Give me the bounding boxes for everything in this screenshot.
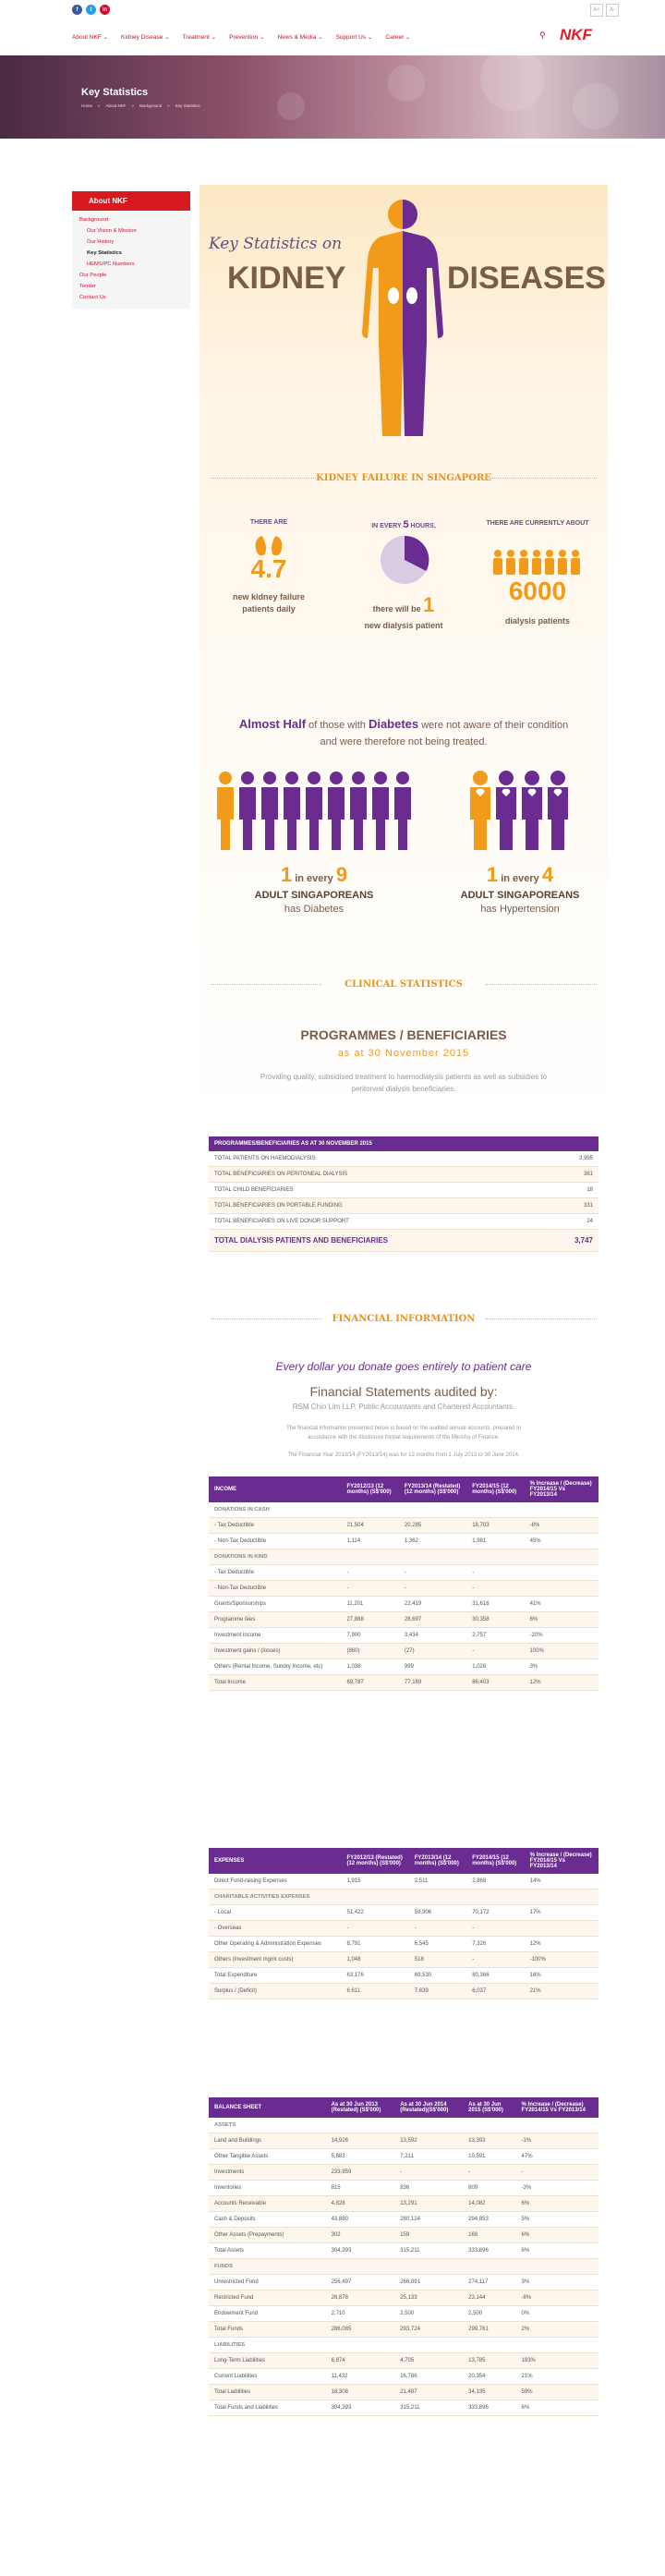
table-row: Total Income 69,787 77,169 86,403 12% bbox=[209, 1675, 598, 1691]
table-row: Surplus / (Deficit) 6,611 7,639 6,037 21% bbox=[209, 1984, 598, 1999]
body-right-half bbox=[403, 200, 443, 436]
table-row: Investment gains / (losses) (860) (27) - 100% bbox=[209, 1644, 598, 1659]
hypertension-people-figure bbox=[467, 769, 569, 852]
nav-about[interactable]: About NKF ⌄ bbox=[72, 34, 109, 41]
table-row: - Tax Deductible - - - bbox=[209, 1565, 598, 1581]
nav-prevention[interactable]: Prevention ⌄ bbox=[229, 34, 265, 41]
income-header-row: INCOME FY2012/13 (12 months) (S$'000) FY2013/14 (Restated) (12 months) (S$'000) FY2014/15 (12 months) (S$'000) % Increase / (Decrease) FY2014/15 Vs FY2013/14 bbox=[209, 1476, 598, 1502]
bokeh-decoration bbox=[277, 92, 305, 120]
table-total-row: TOTAL DIALYSIS PATIENTS AND BENEFICIARIES 3,747 bbox=[209, 1230, 598, 1252]
sidebar-item-history[interactable]: Our History bbox=[87, 239, 115, 245]
table-row: CHARITABLE ACTIVITIES EXPENSES bbox=[209, 1889, 598, 1905]
sidebar-item-our-people[interactable]: Our People bbox=[79, 273, 107, 278]
table-row: DONATIONS IN KIND bbox=[209, 1549, 598, 1565]
page-title: Key Statistics bbox=[81, 87, 149, 98]
bokeh-decoration bbox=[388, 65, 425, 102]
breadcrumb-about[interactable]: About NKF bbox=[105, 103, 127, 108]
font-increase-button[interactable]: A+ bbox=[590, 4, 603, 17]
kidney-icon bbox=[406, 287, 417, 304]
table-row: Restricted Fund 26,878 25,133 23,144 -8% bbox=[209, 2290, 598, 2306]
clock-pie-icon bbox=[379, 534, 430, 586]
site-header bbox=[0, 0, 665, 55]
stat2-caption: IN EVERY 5 HOURS, bbox=[371, 519, 436, 530]
table-row: Unrestricted Fund 256,497 266,091 274,117 3% bbox=[209, 2275, 598, 2290]
table-row: LIABILITIES bbox=[209, 2338, 598, 2353]
table-row: Inventories 815 836 809 -3% bbox=[209, 2181, 598, 2196]
stat3-number: 6000 bbox=[508, 577, 567, 605]
table-row: - Non-Tax Deductible - - - bbox=[209, 1581, 598, 1597]
table-row: Total Funds and Liabilities 304,393 315,211 333,896 6% bbox=[209, 2400, 598, 2416]
stat3-description: dialysis patients bbox=[504, 616, 571, 626]
table-row: DONATIONS IN CASH bbox=[209, 1502, 598, 1518]
programmes-subtitle: as at 30 November 2015 bbox=[337, 1048, 470, 1059]
nav-treatment[interactable]: Treatment ⌄ bbox=[182, 34, 217, 41]
infographic-title-diseases: DISEASES bbox=[447, 261, 606, 296]
table-row: Programme fees 27,888 28,697 30,358 6% bbox=[209, 1612, 598, 1628]
income-table bbox=[209, 1476, 598, 1691]
programmes-title: PROGRAMMES / BENEFICIARIES bbox=[300, 1027, 507, 1042]
bokeh-decoration bbox=[573, 83, 619, 129]
stat1-description: new kidney failure patients daily bbox=[232, 592, 306, 614]
font-decrease-button[interactable]: A- bbox=[606, 4, 619, 17]
diabetes-people-figure bbox=[214, 769, 414, 852]
table-row: Total Funds 286,085 293,724 299,761 2% bbox=[209, 2322, 598, 2338]
infographic-script-title: Key Statistics on bbox=[209, 235, 343, 253]
diabetes-stat: 1 in every 9 ADULT SINGAPOREANS has Diabetes bbox=[254, 863, 374, 915]
table-row: FUNDS bbox=[209, 2259, 598, 2275]
table-row: Other Operating & Administration Expenses 8,791 6,545 7,326 12% bbox=[209, 1937, 598, 1952]
audit-title: Financial Statements audited by: bbox=[309, 1384, 498, 1399]
programmes-description: Providing quality, subsidised treatment to haemodialysis patients as well as subsidies to peritoneal dialysis beneficiaries. bbox=[260, 1073, 548, 1093]
stat2-description: there will be 1 new dialysis patient bbox=[364, 593, 443, 630]
table-row: Other Tangible Assets 5,683 7,211 10,591 47% bbox=[209, 2149, 598, 2165]
breadcrumb-current: Key Statistics bbox=[175, 103, 200, 108]
table-row: Total Liabilities 18,308 21,487 34,135 59% bbox=[209, 2385, 598, 2400]
donation-tagline: Every dollar you donate goes entirely to patient care bbox=[275, 1360, 532, 1373]
table-row: Investment income 7,900 3,434 2,757 -20% bbox=[209, 1628, 598, 1644]
balance-sheet-table bbox=[209, 2097, 598, 2416]
programmes-table-header: PROGRAMMES/BENEFICIARIES AS AT 30 NOVEMBER 2015 bbox=[209, 1136, 598, 1151]
table-row: TOTAL BENEFICIARIES ON LIVE DONOR SUPPORT 24 bbox=[209, 1214, 598, 1230]
kidney-icon bbox=[388, 287, 399, 304]
sidebar-item-background[interactable]: Background bbox=[79, 217, 108, 223]
table-row: - Non-Tax Deductible 1,114 1,362 1,981 45% bbox=[209, 1534, 598, 1549]
financial-information-heading: FINANCIAL INFORMATION bbox=[200, 1314, 608, 1324]
table-row: Cash & Deposits 43,880 280,124 294,853 5% bbox=[209, 2212, 598, 2228]
sidebar-item-key-statistics[interactable]: Key Statistics bbox=[87, 250, 123, 256]
table-row: Land and Buildings 14,926 13,592 13,393 -1% bbox=[209, 2133, 598, 2149]
table-row: Other Assets (Prepayments) 302 159 168 6% bbox=[209, 2228, 598, 2243]
table-row: Direct Fund-raising Expenses 1,915 2,511 2,868 14% bbox=[209, 1874, 598, 1889]
main-content bbox=[200, 185, 608, 2576]
table-row: Current Liabilities 11,432 16,786 20,354 21% bbox=[209, 2369, 598, 2385]
nav-kidney-disease[interactable]: Kidney Disease ⌄ bbox=[121, 34, 170, 41]
social-links bbox=[72, 5, 110, 15]
expenses-table bbox=[209, 1848, 598, 1999]
table-row: Others (Rental Income, Sundry Income, etc) 1,038 999 1,028 3% bbox=[209, 1659, 598, 1675]
sidebar bbox=[72, 191, 190, 309]
breadcrumb-background[interactable]: Background bbox=[139, 103, 163, 108]
sidebar-item-hems[interactable]: HEMS/PC Numbers bbox=[87, 261, 135, 267]
facebook-icon[interactable]: f bbox=[72, 5, 82, 15]
nkf-logo[interactable]: NKF bbox=[560, 26, 592, 43]
table-row: TOTAL CHILD BENEFICIARIES 18 bbox=[209, 1183, 598, 1198]
twitter-icon[interactable]: t bbox=[86, 5, 96, 15]
table-row: - Local 51,422 59,906 70,172 17% bbox=[209, 1905, 598, 1921]
clinical-statistics-heading: CLINICAL STATISTICS bbox=[200, 979, 608, 990]
sidebar-item-vision[interactable]: Our Vision & Mission bbox=[87, 228, 137, 234]
stat1-number: 4.7 bbox=[250, 554, 287, 583]
sidebar-item-contact[interactable]: Contact Us bbox=[79, 295, 106, 300]
table-row: Investments 233,959 - - - bbox=[209, 2165, 598, 2181]
hypertension-stat: 1 in every 4 ADULT SINGAPOREANS has Hypertension bbox=[460, 863, 580, 915]
table-row: Total Assets 304,393 315,211 333,896 6% bbox=[209, 2243, 598, 2259]
table-row: Total Expenditure 63,176 69,530 80,366 16% bbox=[209, 1968, 598, 1984]
page-banner bbox=[0, 55, 665, 139]
search-icon[interactable]: ⚲ bbox=[539, 30, 546, 40]
nav-news-media[interactable]: News & Media ⌄ bbox=[277, 34, 323, 41]
table-row: TOTAL BENEFICIARIES ON PERITONEAL DIALYSIS 381 bbox=[209, 1167, 598, 1183]
table-row: TOTAL PATIENTS ON HAEMODIALYSIS 3,995 bbox=[209, 1151, 598, 1167]
balance-header-row: BALANCE SHEET As at 30 Jun 2013 (Restated) (S$'000) As at 30 Jun 2014 (Restated)(S$'000) As at 30 Jun 2015 (S$'000) % Increase / (Decrease) FY2014/15 Vs FY2013/14 bbox=[209, 2097, 598, 2118]
sidebar-item-tender[interactable]: Tender bbox=[79, 284, 96, 289]
table-row: Accounts Receivable 4,828 13,291 14,082 6% bbox=[209, 2196, 598, 2212]
table-row: - Tax Deductible 21,504 20,285 18,703 -8% bbox=[209, 1518, 598, 1534]
breadcrumb-home[interactable]: Home bbox=[81, 103, 93, 108]
infographic-title-kidney: KIDNEY bbox=[227, 261, 346, 296]
human-kidney-figure bbox=[357, 194, 449, 444]
people-icon-row bbox=[491, 549, 584, 577]
financial-year-note: The Financial Year 2013/14 (FY2013/14) was for 12 months from 1 July 2013 to 30 June 2014. bbox=[287, 1452, 520, 1458]
stat1-caption: THERE ARE bbox=[249, 519, 288, 526]
table-row: Grants/Sponsorships 11,201 22,419 31,616 41% bbox=[209, 1597, 598, 1612]
font-size-controls bbox=[590, 4, 619, 17]
table-row: Long-Term Liabilities 6,874 4,705 13,785 193% bbox=[209, 2353, 598, 2369]
nav-career[interactable]: Career ⌄ bbox=[385, 34, 411, 41]
financial-note: The financial information presented below is based on the audited annual accounts, prepared in accordance with the disclosure format requirements of the Ministry of Finance. bbox=[286, 1426, 521, 1440]
bokeh-decoration bbox=[480, 55, 545, 111]
stat3-caption: THERE ARE CURRENTLY ABOUT bbox=[486, 520, 589, 527]
instagram-icon[interactable]: in bbox=[100, 5, 110, 15]
auditor-name: RSM Chio Lim LLP, Public Accountants and Chartered Accountants. bbox=[292, 1403, 515, 1411]
table-row: Others (Investment mgmt costs) 1,048 518 - -100% bbox=[209, 1952, 598, 1968]
sidebar-heading: About NKF bbox=[72, 191, 190, 211]
table-row: Endowment Fund 2,710 2,500 2,500 0% bbox=[209, 2306, 598, 2322]
sidebar-menu bbox=[72, 211, 190, 309]
main-nav bbox=[72, 33, 411, 41]
diabetes-awareness-text: Almost Half of those with Diabetes were not aware of their condition and were therefore not being treated. bbox=[238, 717, 569, 747]
breadcrumb: Home » About NKF » Background » Key Statistics bbox=[81, 103, 200, 108]
expenses-header-row: EXPENSES FY2012/13 (Restated) (12 months) (S$'000) FY2013/14 (12 months) (S$'000) FY2014/15 (12 months) (S$'000) % Increase / (Decrease) FY2014/15 Vs FY2013/14 bbox=[209, 1848, 598, 1874]
table-row: TOTAL BENEFICIARIES ON PORTABLE FUNDING 331 bbox=[209, 1198, 598, 1214]
table-row: ASSETS bbox=[209, 2118, 598, 2133]
kidney-failure-heading: KIDNEY FAILURE IN SINGAPORE bbox=[200, 473, 608, 483]
nav-support-us[interactable]: Support Us ⌄ bbox=[335, 34, 373, 41]
programmes-table bbox=[209, 1136, 598, 1252]
table-row: - Overseas - - - bbox=[209, 1921, 598, 1937]
